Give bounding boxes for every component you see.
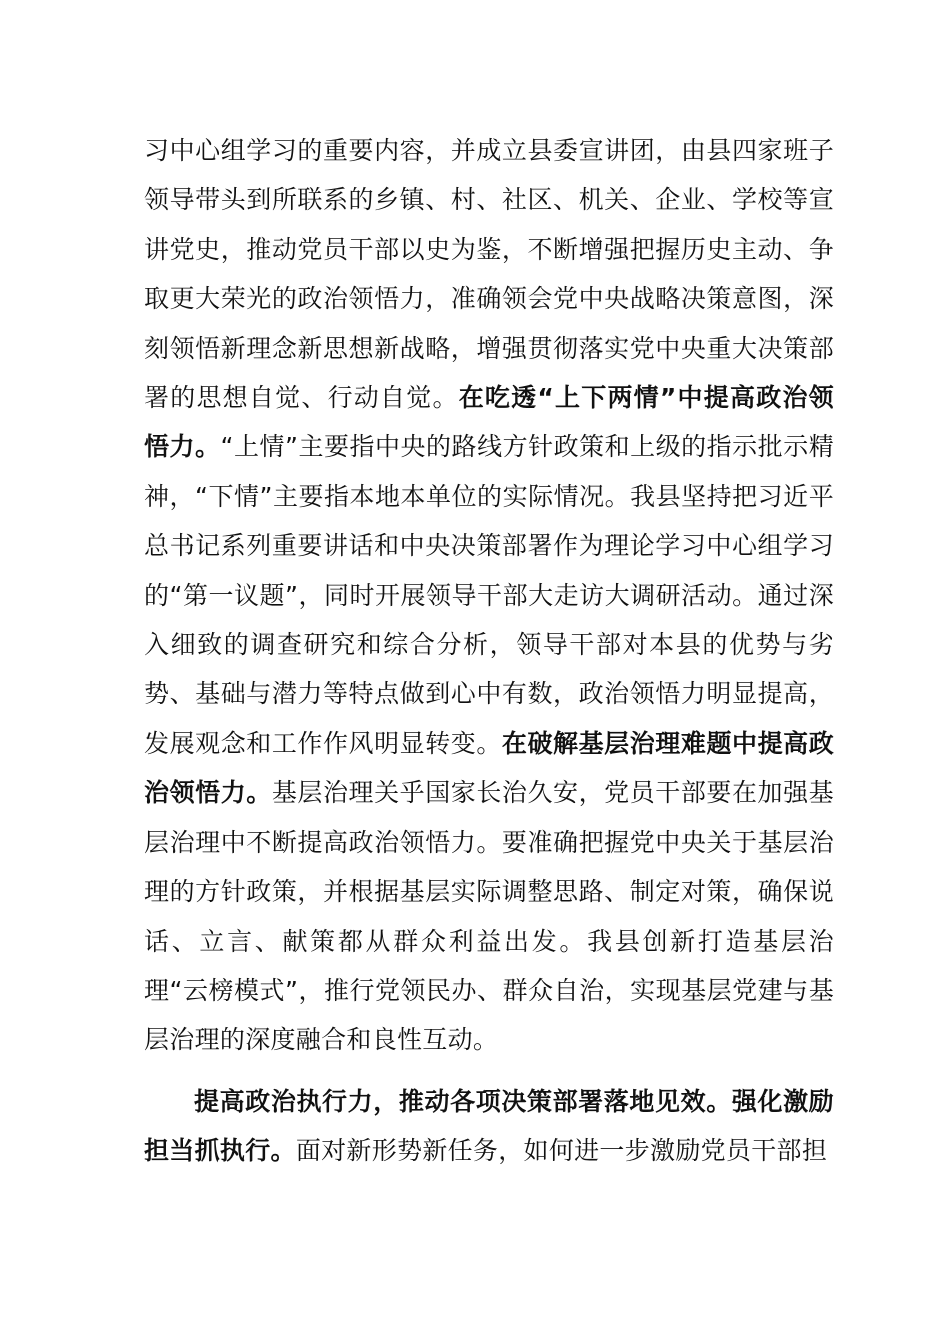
paragraph-political-execution <box>144 1077 834 1176</box>
bold-heading-execution: 提高政治执行力，推动各项决策部署落地见效。强化激励担当抓执行。 <box>144 1086 834 1166</box>
document-body <box>144 126 834 1176</box>
paragraph-text: 基层治理关乎国家长治久安，党员干部要在加强基层治理中不断提高政治领悟力。要准确把握党中央关于基层治理的方针政策，并根据基层实际调整思路、制定对策，确保说话、立言、献策都从群众利益出发。我县创新打造基层治理“云榜模式”，推行党领民办、群众自治，实现基层党建与基层治理的深度融合和良性互动。 <box>144 778 834 1055</box>
bold-heading-grassroots: 在破解基层治理难题中提高政治领悟力。 <box>144 728 835 808</box>
paragraph-text: 习中心组学习的重要内容，并成立县委宣讲团，由县四家班子领导带头到所联系的乡镇、村、社区、机关、企业、学校等宣讲党史，推动党员干部以史为鉴，不断增强把握历史主动、争取更大荣光的政治领悟力，准确领会党中央战略决策意图，深刻领悟新理念新思想新战略，增强贯彻落实党中央重大决策部署的思想自觉、行动自觉。 <box>144 136 834 413</box>
bold-heading-upper-lower: 在吃透“上下两情”中提高政治领悟力。 <box>144 383 834 462</box>
paragraph-political-comprehension <box>144 126 834 1065</box>
paragraph-text: “上情”主要指中央的路线方针政策和上级的指示批示精神，“下情”主要指本地本单位的实际情况。我县坚持把习近平总书记系列重要讲话和中央决策部署作为理论学习中心组学习的“第一议题”，同时开展领导干部大走访大调研活动。通过深入细致的调查研究和综合分析，领导干部对本县的优势与劣势、基础与潜力等特点做到心中有数，政治领悟力明显提高，发展观念和工作作风明显转变。 <box>144 432 835 758</box>
paragraph-text: 面对新形势新任务，如何进一步激励党员干部担 <box>295 1136 828 1166</box>
